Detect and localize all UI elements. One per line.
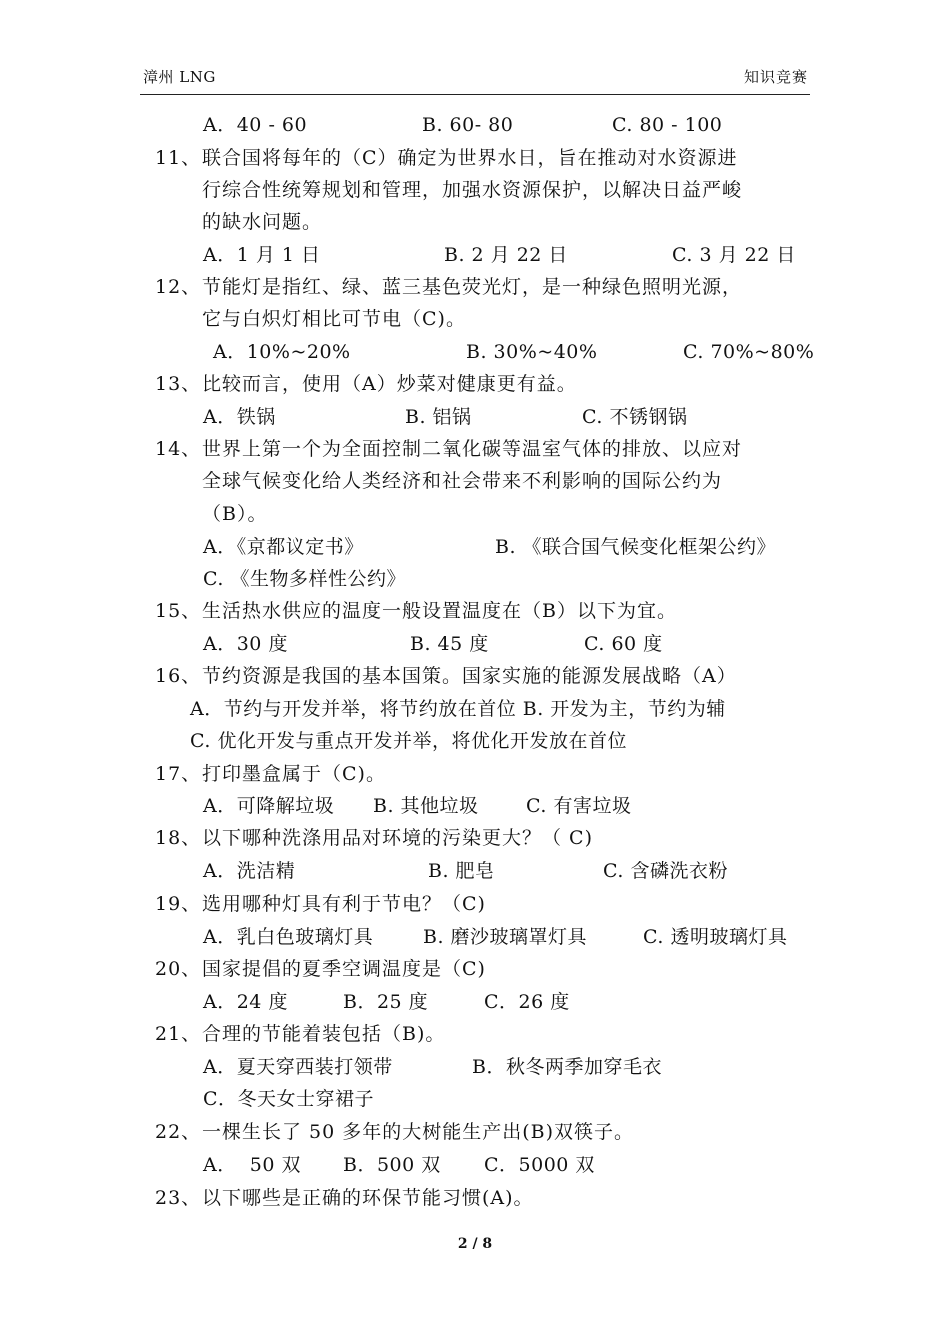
q14-option-b: B. 《联合国气候变化框架公约》 (495, 536, 777, 558)
q17-number: 17、 (155, 763, 202, 785)
q11-text-2: 行综合性统筹规划和管理，加强水资源保护，以解决日益严峻 (202, 179, 743, 201)
q20-option-c: C．26 度 (484, 991, 570, 1013)
q18-option-b: B. 肥皂 (428, 860, 495, 882)
q20-number: 20、 (155, 958, 202, 980)
q13-option-a: A．铁锅 (203, 406, 276, 428)
q21-number: 21、 (155, 1023, 202, 1045)
q15-option-c: C. 60 度 (584, 633, 663, 655)
q20-text-1: 国家提倡的夏季空调温度是（C) (202, 958, 486, 980)
header-divider (140, 94, 810, 95)
q11-text-1: 联合国将每年的（C）确定为世界水日，旨在推动对水资源进 (202, 147, 738, 169)
q15-option-b: B. 45 度 (410, 633, 489, 655)
q19-text-1: 选用哪种灯具有利于节电？（C) (202, 893, 486, 915)
q18-text-1: 以下哪种洗涤用品对环境的污染更大？（ C) (202, 827, 593, 849)
q11-option-b: B. 2 月 22 日 (444, 244, 568, 266)
q21-option-a: A．夏天穿西装打领带 (203, 1056, 393, 1078)
q17-option-b: B. 其他垃圾 (373, 795, 479, 817)
q12-option-c: C. 70%~80% (683, 341, 815, 363)
q11-text-3: 的缺水问题。 (202, 211, 323, 233)
q13-text-1: 比较而言，使用（A）炒菜对健康更有益。 (202, 373, 577, 395)
q23-text-1: 以下哪些是正确的环保节能习惯(A)。 (202, 1187, 534, 1209)
q15-text-1: 生活热水供应的温度一般设置温度在（B）以下为宜。 (202, 600, 677, 622)
q11-option-c: C. 3 月 22 日 (672, 244, 796, 266)
q21-option-c: C．冬天女士穿裙子 (203, 1088, 375, 1110)
q19-option-c: C. 透明玻璃灯具 (643, 926, 788, 948)
q12-text-2: 它与白炽灯相比可节电（C)。 (202, 308, 466, 330)
q10-option-b: B. 60- 80 (422, 114, 514, 136)
q12-text-1: 节能灯是指红、绿、蓝三基色荧光灯，是一种绿色照明光源， (202, 276, 743, 298)
q15-option-a: A．30 度 (203, 633, 288, 655)
q17-option-a: A．可降解垃圾 (203, 795, 335, 817)
q10-option-a: A．40 - 60 (203, 114, 308, 136)
q22-number: 22、 (155, 1121, 202, 1143)
q22-text-1: 一棵生长了 50 多年的大树能生产出(B)双筷子。 (202, 1121, 635, 1143)
header-title: 知识竞赛 (743, 68, 808, 86)
q14-text-1: 世界上第一个为全面控制二氧化碳等温室气体的排放、以应对 (202, 438, 743, 460)
q11-option-a: A．1 月 1 日 (203, 244, 321, 266)
header-company: 漳州 LNG (143, 68, 216, 86)
q19-option-b: B. 磨沙玻璃罩灯具 (423, 926, 588, 948)
q20-option-b: B．25 度 (343, 991, 429, 1013)
q22-option-c: C．5000 双 (484, 1154, 595, 1176)
q16-number: 16、 (155, 665, 202, 687)
q16-option-ab: A．节约与开发并举，将节约放在首位 B. 开发为主，节约为辅 (190, 698, 726, 720)
q22-option-a: A． 50 双 (203, 1154, 302, 1176)
q13-number: 13、 (155, 373, 202, 395)
q12-option-a: A．10%~20% (213, 341, 351, 363)
q13-option-c: C. 不锈钢锅 (582, 406, 688, 428)
q10-option-c: C. 80 - 100 (612, 114, 723, 136)
q13-option-b: B. 铝锅 (405, 406, 472, 428)
q21-text-1: 合理的节能着装包括（B)。 (202, 1023, 446, 1045)
q16-option-c: C. 优化开发与重点开发并举，将优化开发放在首位 (190, 730, 627, 752)
q14-option-c: C. 《生物多样性公约》 (203, 568, 406, 590)
q17-option-c: C. 有害垃圾 (526, 795, 632, 817)
q18-number: 18、 (155, 827, 202, 849)
q14-option-a: A．《京都议定书》 (203, 536, 364, 558)
q14-number: 14、 (155, 438, 202, 460)
q20-option-a: A．24 度 (203, 991, 288, 1013)
q18-option-c: C. 含磷洗衣粉 (603, 860, 728, 882)
q18-option-a: A．洗洁精 (203, 860, 296, 882)
q15-number: 15、 (155, 600, 202, 622)
q12-number: 12、 (155, 276, 202, 298)
page-number: 2 / 8 (457, 1236, 493, 1252)
q21-option-b: B．秋冬两季加穿毛衣 (472, 1056, 662, 1078)
q22-option-b: B．500 双 (343, 1154, 441, 1176)
q11-number: 11、 (155, 147, 202, 169)
q16-text-1: 节约资源是我国的基本国策。国家实施的能源发展战略（A） (202, 665, 737, 687)
q12-option-b: B. 30%~40% (466, 341, 598, 363)
q19-number: 19、 (155, 893, 202, 915)
q19-option-a: A．乳白色玻璃灯具 (203, 926, 374, 948)
q14-text-3: （B）。 (202, 503, 268, 525)
q23-number: 23、 (155, 1187, 202, 1209)
q14-text-2: 全球气候变化给人类经济和社会带来不利影响的国际公约为 (202, 470, 723, 492)
q17-text-1: 打印墨盒属于（C)。 (202, 763, 386, 785)
